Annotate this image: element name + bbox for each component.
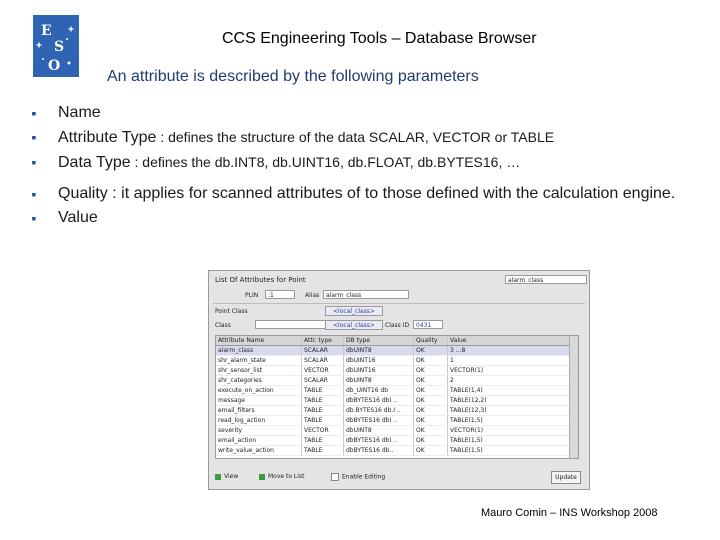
separator	[213, 303, 585, 304]
slide-subtitle: An attribute is described by the following parameters	[107, 68, 479, 85]
svg-text:S: S	[54, 39, 65, 55]
bullet-marker-icon: ▪	[31, 186, 37, 202]
bullet-data-type: ▪ Data Type : defines the db.INT8, db.UINT16, db.FLOAT, db.BYTES16, …	[28, 150, 708, 175]
table-cell: TABLE(1,5)	[448, 416, 570, 425]
table-header	[216, 336, 578, 346]
move-icon	[259, 474, 265, 480]
table-cell: SCALAR	[302, 346, 344, 355]
plin-label: PLIN	[245, 292, 259, 299]
table-cell: dbUINT16	[344, 356, 414, 365]
table-cell: dbBYTES16 dbI ..	[344, 396, 414, 405]
point-name-field[interactable]: alarm_class	[505, 275, 587, 284]
alias-field[interactable]: alarm_class	[323, 290, 409, 299]
class-label: Class	[215, 322, 231, 329]
table-cell: dbUINT16	[344, 366, 414, 375]
table-cell: read_log_action	[216, 416, 302, 425]
table-body	[216, 346, 578, 456]
table-cell: VECTOR(1)	[448, 426, 570, 435]
table-cell: 2	[448, 376, 570, 385]
table-cell: TABLE	[302, 446, 344, 455]
column-header[interactable]: Attr. type	[302, 336, 344, 345]
table-row[interactable]	[216, 386, 578, 396]
slide-footer: Mauro Comin – INS Workshop 2008	[481, 507, 658, 519]
table-cell: SCALAR	[302, 356, 344, 365]
table-row[interactable]	[216, 406, 578, 416]
bottom-toolbar	[213, 469, 585, 485]
view-toggle[interactable]: View	[215, 473, 238, 480]
table-row[interactable]	[216, 416, 578, 426]
table-cell: OK	[414, 406, 448, 415]
table-cell: TABLE	[302, 386, 344, 395]
table-cell: dbBYTES16 db..	[344, 446, 414, 455]
table-cell: OK	[414, 436, 448, 445]
eso-logo	[33, 15, 79, 77]
column-header[interactable]: DB type	[344, 336, 414, 345]
class-id-field[interactable]: 0431	[413, 320, 443, 329]
table-cell: VECTOR(1)	[448, 366, 570, 375]
column-header[interactable]: Attribute Name	[216, 336, 302, 345]
table-row[interactable]	[216, 346, 578, 356]
column-header[interactable]: Quality	[414, 336, 448, 345]
bullet-marker-icon: ▪	[31, 154, 37, 170]
table-row[interactable]	[216, 426, 578, 436]
table-cell: OK	[414, 376, 448, 385]
table-cell: severity	[216, 426, 302, 435]
table-cell: TABLE(1,4)	[448, 386, 570, 395]
table-cell: email_filters	[216, 406, 302, 415]
table-cell: shr_categories	[216, 376, 302, 385]
bullet-marker-icon: ▪	[31, 105, 37, 121]
move-to-list-toggle[interactable]: Move to List	[259, 473, 304, 480]
table-cell: TABLE	[302, 406, 344, 415]
table-cell: TABLE	[302, 416, 344, 425]
point-class-label: Point Class	[215, 308, 248, 315]
table-cell: OK	[414, 386, 448, 395]
checkbox-icon	[331, 473, 339, 481]
table-cell: OK	[414, 446, 448, 455]
plin-field[interactable]: :1	[265, 290, 295, 299]
bullet-value: ▪ Value	[28, 206, 708, 230]
window-title: List Of Attributes for Point	[215, 276, 306, 284]
table-cell: dbBYTES16 dbI ..	[344, 436, 414, 445]
table-cell: shr_sensor_list	[216, 366, 302, 375]
alias-label: Alias	[305, 292, 320, 299]
table-cell: OK	[414, 366, 448, 375]
table-cell: OK	[414, 346, 448, 355]
table-cell: TABLE	[302, 396, 344, 405]
enable-editing-checkbox[interactable]: Enable Editing	[331, 473, 385, 481]
table-cell: alarm_class	[216, 346, 302, 355]
table-cell: TABLE(12,3)	[448, 406, 570, 415]
attributes-table	[215, 335, 579, 459]
view-icon	[215, 474, 221, 480]
table-cell: TABLE(1,5)	[448, 446, 570, 455]
table-cell: VECTOR	[302, 426, 344, 435]
bullet-marker-icon: ▪	[31, 210, 37, 226]
column-header[interactable]: Value	[448, 336, 570, 345]
table-cell: dbUINT8	[344, 346, 414, 355]
table-row[interactable]	[216, 356, 578, 366]
attribute-list-window	[208, 270, 590, 490]
table-cell: message	[216, 396, 302, 405]
table-cell: OK	[414, 396, 448, 405]
table-cell: shr_alarm_state	[216, 356, 302, 365]
table-cell: email_action	[216, 436, 302, 445]
table-cell: OK	[414, 426, 448, 435]
slide-title: CCS Engineering Tools – Database Browser	[222, 30, 537, 47]
vertical-scrollbar[interactable]	[569, 336, 578, 458]
table-cell: 1	[448, 356, 570, 365]
table-row[interactable]	[216, 436, 578, 446]
table-cell: db_UINT16 db	[344, 386, 414, 395]
update-button[interactable]: Update	[551, 471, 581, 484]
svg-text:O: O	[48, 58, 61, 74]
bullet-marker-icon: ▪	[31, 129, 37, 145]
bullet-name: ▪ Name	[28, 101, 708, 125]
table-row[interactable]	[216, 396, 578, 406]
table-cell: dbBYTES16 dbI ..	[344, 416, 414, 425]
parameter-list	[28, 101, 708, 230]
table-row[interactable]	[216, 446, 578, 456]
table-row[interactable]	[216, 376, 578, 386]
table-cell: write_value_action	[216, 446, 302, 455]
table-cell: VECTOR	[302, 366, 344, 375]
table-cell: SCALAR	[302, 376, 344, 385]
class-id-label: Class ID	[385, 322, 410, 329]
table-cell: 3 ...8	[448, 346, 570, 355]
table-row[interactable]	[216, 366, 578, 376]
bullet-quality: ▪ Quality : it applies for scanned attributes of to those defined with the calculation engine.	[28, 182, 708, 206]
bullet-attribute-type: ▪ Attribute Type : defines the structure of the data SCALAR, VECTOR or TABLE	[28, 125, 708, 150]
table-cell: TABLE(12,2)	[448, 396, 570, 405]
table-cell: execute_on_action	[216, 386, 302, 395]
table-cell: dbUINT8	[344, 376, 414, 385]
table-cell: OK	[414, 356, 448, 365]
table-cell: TABLE(1,5)	[448, 436, 570, 445]
svg-text:E: E	[41, 23, 52, 39]
class-button[interactable]: <local_class>	[325, 320, 383, 330]
table-cell: TABLE	[302, 436, 344, 445]
table-cell: db.BYTES16 db.I ..	[344, 406, 414, 415]
table-cell: dbUINT8	[344, 426, 414, 435]
point-class-button[interactable]: <local_class>	[325, 306, 383, 316]
table-cell: OK	[414, 416, 448, 425]
